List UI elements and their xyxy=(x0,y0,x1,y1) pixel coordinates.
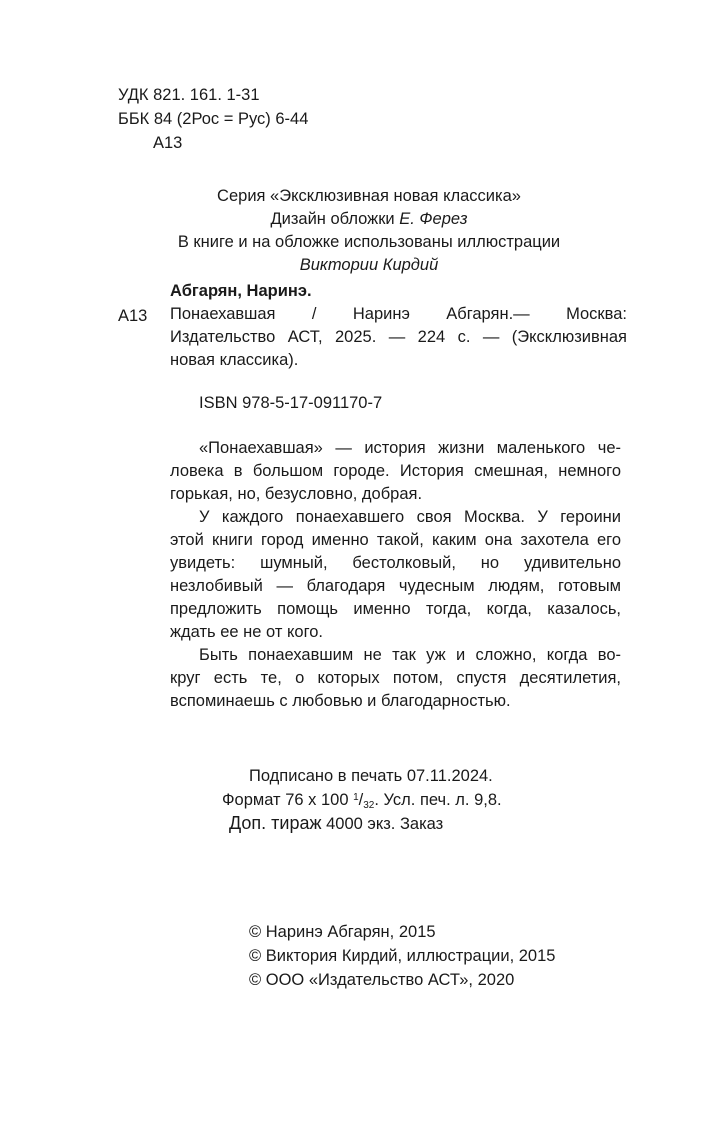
format-numerator: 1 xyxy=(353,792,359,803)
print-run-label: Доп. тираж xyxy=(229,813,322,833)
annotation-p2-line-1: У каждого понаехавшего своя Москва. У героини xyxy=(199,508,621,526)
bib-line-2: Издательство АСТ, 2025. — 224 с. — (Эксклюзивная xyxy=(170,328,627,346)
author-mark: А13 xyxy=(153,134,183,152)
annotation-p3-line-3: вспоминаешь с любовью и благодарностью. xyxy=(170,692,511,710)
print-run-rest: 4000 экз. Заказ xyxy=(326,815,444,833)
bib-author-mark: А13 xyxy=(118,307,148,325)
cover-designer: Е. Ферез xyxy=(399,210,468,228)
copyright-illustrator: © Виктория Кирдий, иллюстрации, 2015 xyxy=(249,947,556,965)
cover-design-line xyxy=(140,208,598,231)
format-prefix: Формат 76 x 100 xyxy=(222,791,349,809)
imprint-signed: Подписано в печать 07.11.2024. xyxy=(249,767,493,785)
annotation-p2-line-3: увидеть: шумный, бестолковый, но удивительно xyxy=(170,554,621,572)
bib-author xyxy=(170,280,312,303)
bib-line-3: новая классика). xyxy=(170,351,299,369)
copyright-author: © Наринэ Абгарян, 2015 xyxy=(249,923,436,941)
bib-description xyxy=(170,303,627,372)
annotation-p2-line-6: ждать ее не от кого. xyxy=(170,623,323,641)
illustrator-line xyxy=(140,254,598,277)
series-line: Серия «Эксклюзивная новая классика» xyxy=(217,187,521,205)
format-suffix: . Усл. печ. л. 9,8. xyxy=(374,791,502,809)
annotation xyxy=(170,437,621,713)
annotation-p1-line-3: горькая, но, безусловно, добрая. xyxy=(170,485,423,503)
bib-author-name: Абгарян, Наринэ. xyxy=(170,282,312,300)
format-slash: / xyxy=(358,791,364,809)
bbk-code: ББК 84 (2Рос = Рус) 6-44 xyxy=(118,110,309,128)
udk-code: УДК 821. 161. 1-31 xyxy=(118,86,260,104)
annotation-p3-line-2: круг есть те, о которых потом, спустя десятилетия, xyxy=(170,669,621,687)
format-denominator: 32 xyxy=(363,800,375,811)
illustrations-line: В книге и на обложке использованы иллюстрации xyxy=(177,233,561,251)
cover-design-prefix: Дизайн обложки xyxy=(270,210,395,228)
imprint-print-run xyxy=(229,812,443,836)
annotation-p1-line-1: «Понаехавшая» — история жизни маленького че- xyxy=(199,439,621,457)
bib-line-1: Понаехавшая / Наринэ Абгарян.— Москва: xyxy=(170,305,627,323)
annotation-p1-line-2: ловека в большом городе. История смешная, немного xyxy=(170,462,621,480)
annotation-p3-line-1: Быть понаехавшим не так уж и сложно, когда во- xyxy=(199,646,621,664)
annotation-p2-line-5: предложить помощь именно тогда, когда, казалось, xyxy=(170,600,621,618)
annotation-p2-line-4: незлобивый — благодаря чудесным людям, готовым xyxy=(170,577,621,595)
copyright-publisher: © ООО «Издательство АСТ», 2020 xyxy=(249,971,515,989)
credits-block xyxy=(140,185,598,277)
isbn: ISBN 978-5-17-091170-7 xyxy=(199,394,383,412)
illustrator-name: Виктории Кирдий xyxy=(299,256,439,274)
annotation-p2-line-2: этой книги город именно такой, каким она захотела его xyxy=(170,531,621,549)
imprint-format xyxy=(222,789,502,812)
